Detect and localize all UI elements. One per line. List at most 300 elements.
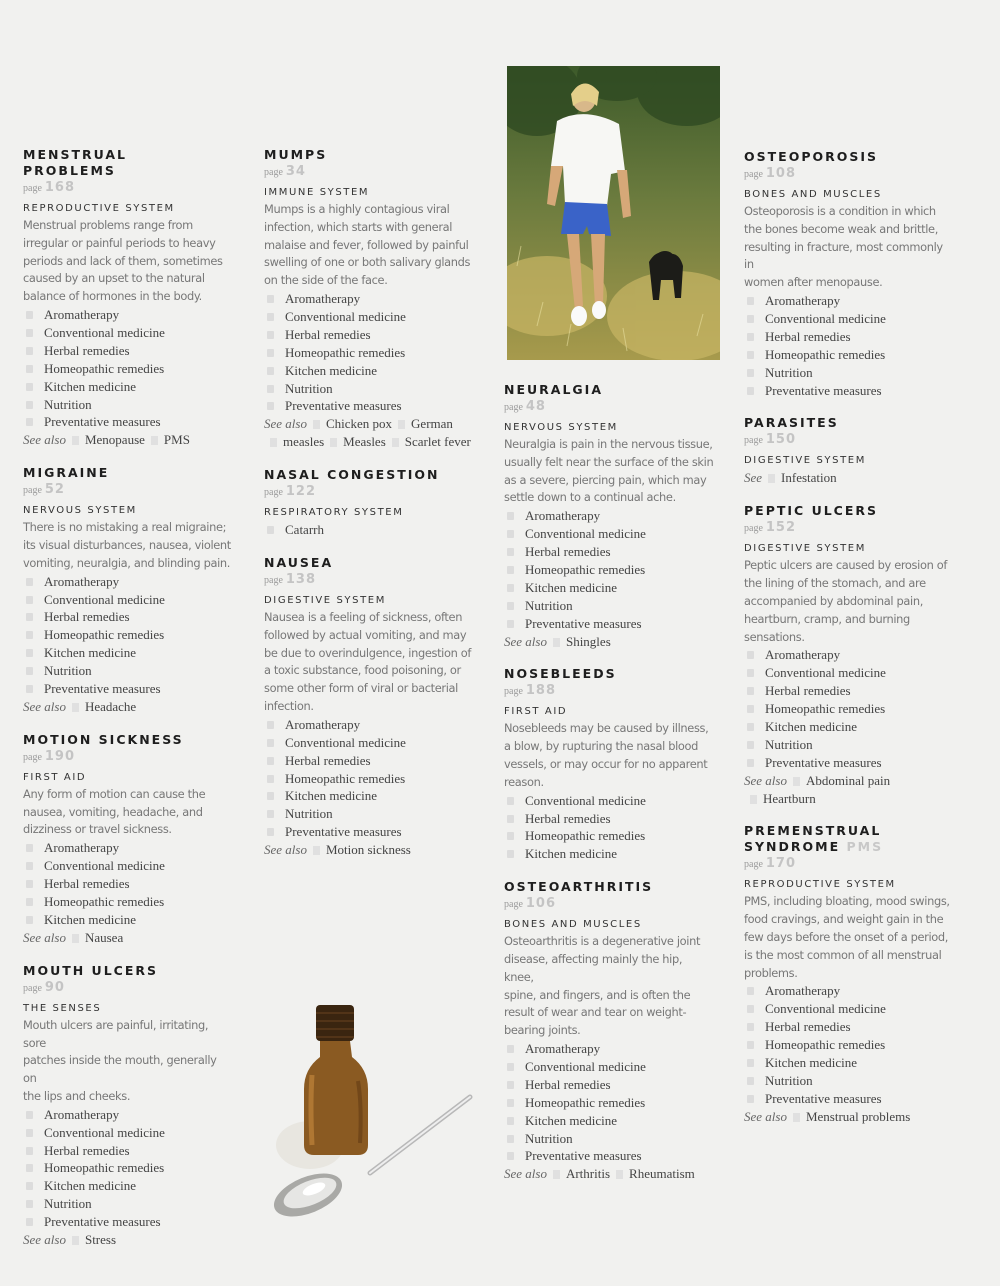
therapy-item[interactable] — [744, 1036, 954, 1054]
body-system-label: DIGESTIVE SYSTEM — [744, 455, 866, 467]
description-line: Osteoarthritis is a degenerative joint — [504, 934, 701, 949]
entry-title-line: PROBLEMS — [23, 163, 116, 178]
therapy-label: Kitchen medicine — [44, 645, 137, 661]
see-also-label: See also — [23, 1232, 66, 1248]
see-also-label: See also — [264, 842, 307, 858]
therapy-item[interactable] — [744, 982, 954, 1000]
therapy-item[interactable] — [744, 310, 954, 328]
square-bullet — [507, 850, 514, 858]
page-number[interactable]: 170 — [765, 856, 797, 872]
therapy-item[interactable] — [23, 1106, 233, 1124]
body-system-label: REPRODUCTIVE SYSTEM — [744, 879, 896, 891]
therapy-item[interactable] — [744, 736, 954, 754]
therapy-item[interactable] — [504, 1076, 714, 1094]
description-line: a blow, by rupturing the nasal blood — [504, 739, 699, 754]
page-number[interactable]: 150 — [765, 432, 797, 448]
therapy-item[interactable] — [504, 543, 714, 561]
therapy-item[interactable] — [264, 787, 474, 805]
entry-title — [504, 382, 714, 398]
therapy-item[interactable] — [504, 1094, 714, 1112]
therapy-item[interactable] — [504, 1112, 714, 1130]
entry-title-line: SYNDROME — [744, 839, 841, 855]
separator-square — [392, 438, 399, 447]
description-line: Any form of motion can cause the — [23, 786, 206, 801]
index-entry — [504, 879, 714, 1183]
see-also-label: See also — [23, 432, 66, 448]
therapy-item[interactable] — [744, 1018, 954, 1036]
see-also-label: See also — [744, 772, 787, 788]
square-bullet — [747, 741, 754, 749]
therapy-item[interactable] — [504, 810, 714, 828]
entry-title-line: MOUTH ULCERS — [23, 962, 159, 978]
therapy-item[interactable] — [264, 380, 474, 398]
square-bullet — [26, 578, 33, 586]
square-bullet — [26, 898, 33, 906]
therapy-label: Herbal remedies — [44, 1142, 130, 1158]
page-label: page — [744, 523, 763, 535]
therapy-item[interactable] — [23, 591, 233, 609]
description-line: swelling of one or both salivary glands — [264, 255, 471, 270]
entry-title-line: PEPTIC ULCERS — [744, 503, 879, 519]
page-number[interactable]: 34 — [285, 164, 306, 179]
therapy-item[interactable] — [504, 525, 714, 543]
therapy-item[interactable] — [744, 346, 954, 364]
see-also — [504, 1165, 714, 1183]
square-bullet — [26, 1182, 33, 1190]
square-bullet — [267, 810, 274, 818]
square-bullet — [26, 347, 33, 355]
therapy-label: Herbal remedies — [525, 544, 611, 559]
description-line: few days before the onset of a period, — [744, 930, 949, 945]
square-bullet — [267, 792, 274, 800]
body-system-label: THE SENSES — [23, 1002, 102, 1014]
page-number[interactable]: 52 — [44, 482, 65, 498]
entry-title-line: PARASITES — [744, 415, 839, 431]
therapy-item[interactable] — [23, 378, 233, 396]
therapy-label: Preventative measures — [44, 1214, 161, 1230]
description-line: the lips and cheeks. — [23, 1088, 131, 1103]
therapy-label: Aromatherapy — [765, 292, 841, 308]
entry-title — [744, 415, 954, 431]
therapy-item[interactable] — [744, 292, 954, 310]
therapy-item[interactable] — [23, 1213, 233, 1231]
description-line: Mouth ulcers are painful, irritating, sore — [23, 1017, 209, 1050]
see-also-label: See — [744, 470, 763, 486]
therapy-label: Preventative measures — [765, 754, 882, 770]
therapy-item[interactable] — [264, 752, 474, 770]
description-line: irregular or painful periods to heavy — [23, 235, 216, 250]
therapy-item[interactable] — [744, 364, 954, 382]
entry-title-line: NAUSEA — [264, 555, 334, 571]
square-bullet — [26, 667, 33, 675]
therapy-label: Conventional medicine — [525, 792, 646, 808]
therapy-item[interactable] — [23, 573, 233, 591]
therapy-item[interactable] — [744, 646, 954, 664]
therapy-item[interactable] — [744, 1054, 954, 1072]
see-also — [264, 841, 474, 859]
description-line: accompanied by abdominal pain, — [744, 593, 923, 608]
therapy-label: Catarrh — [285, 522, 324, 538]
therapy-label: Herbal remedies — [44, 342, 130, 358]
therapy-item[interactable] — [23, 1177, 233, 1195]
therapy-item[interactable] — [264, 770, 474, 788]
description-line: problems. — [744, 965, 798, 980]
therapy-item[interactable] — [504, 615, 714, 633]
therapy-label: Aromatherapy — [44, 573, 120, 589]
separator-square — [72, 436, 79, 445]
square-bullet — [26, 596, 33, 604]
therapy-list — [504, 1040, 714, 1165]
cross-reference-link[interactable]: PMS — [163, 432, 190, 448]
description-line: sensations. — [744, 629, 805, 644]
therapy-label: Preventative measures — [44, 414, 161, 430]
cross-reference-link[interactable]: Nausea — [84, 929, 124, 945]
square-bullet — [747, 687, 754, 695]
square-bullet — [26, 383, 33, 391]
therapy-item[interactable] — [23, 413, 233, 431]
therapy-item[interactable] — [264, 734, 474, 752]
cross-reference-link[interactable]: Arthritis — [565, 1166, 611, 1182]
body-system-label: IMMUNE SYSTEM — [264, 187, 370, 198]
description-line: Peptic ulcers are caused by erosion of — [744, 558, 947, 573]
therapy-item[interactable] — [744, 1072, 954, 1090]
therapy-item[interactable] — [264, 290, 474, 308]
cross-reference-link[interactable]: Headache — [84, 698, 137, 714]
square-bullet — [26, 401, 33, 409]
see-also — [264, 415, 474, 433]
therapy-item[interactable] — [23, 1124, 233, 1142]
square-bullet — [26, 613, 33, 621]
therapy-item[interactable] — [504, 1147, 714, 1165]
square-bullet — [267, 349, 274, 357]
page-number[interactable]: 106 — [525, 896, 557, 912]
cross-reference-link[interactable]: Rheumatism — [629, 1166, 695, 1182]
therapy-item[interactable] — [23, 626, 233, 644]
therapy-label: Conventional medicine — [285, 308, 406, 324]
index-entry — [23, 465, 233, 716]
square-bullet — [507, 815, 514, 823]
cross-reference-link[interactable]: Menopause — [84, 432, 145, 448]
therapy-item[interactable] — [744, 718, 954, 736]
description-line: Nosebleeds may be caused by illness, — [504, 721, 709, 736]
see-also — [504, 633, 714, 651]
entry-description — [504, 720, 714, 791]
see-also — [23, 431, 233, 449]
description-line: food cravings, and weight gain in the — [744, 912, 944, 927]
entry-title-line: OSTEOPOROSIS — [744, 149, 879, 164]
page-label: page — [23, 982, 42, 994]
therapy-item[interactable] — [23, 875, 233, 893]
therapy-label: Nutrition — [285, 806, 333, 822]
therapy-item[interactable] — [744, 682, 954, 700]
therapy-label: Kitchen medicine — [765, 718, 858, 734]
entry-title-line: MOTION SICKNESS — [23, 731, 184, 747]
entry-description — [504, 436, 714, 507]
page-number[interactable]: 48 — [525, 399, 546, 414]
page-number[interactable]: 190 — [44, 748, 76, 764]
square-bullet — [507, 602, 514, 610]
index-entry — [744, 415, 954, 487]
therapy-item[interactable] — [744, 328, 954, 346]
square-bullet — [26, 329, 33, 337]
index-entry — [744, 823, 954, 1125]
description-line: infection. — [264, 699, 314, 714]
therapy-item[interactable] — [504, 845, 714, 863]
entry-title — [264, 555, 474, 571]
therapy-item[interactable] — [264, 397, 474, 415]
description-line: PMS, including bloating, mood swings, — [744, 894, 950, 909]
separator-square — [793, 777, 800, 786]
page-reference — [23, 179, 233, 197]
square-bullet — [267, 385, 274, 393]
square-bullet — [26, 418, 33, 426]
page-number[interactable]: 138 — [285, 572, 317, 588]
square-bullet — [267, 313, 274, 321]
index-entry — [504, 382, 714, 650]
cross-reference-link[interactable]: Motion sickness — [325, 842, 411, 858]
square-bullet — [26, 1218, 33, 1226]
square-bullet — [26, 365, 33, 373]
cross-reference-link[interactable]: measles — [283, 434, 325, 450]
therapy-item[interactable] — [264, 805, 474, 823]
therapy-list — [23, 1106, 233, 1231]
description-line: disease, affecting mainly the hip, knee, — [504, 952, 683, 984]
therapy-label: Aromatherapy — [44, 1106, 120, 1122]
entry-title-line: OSTEOARTHRITIS — [504, 879, 654, 895]
cross-reference-link[interactable]: Shingles — [565, 633, 611, 649]
description-line: some other form of viral or bacterial — [264, 681, 458, 696]
therapy-item[interactable] — [23, 1195, 233, 1213]
therapy-label: Kitchen medicine — [525, 579, 618, 595]
therapy-item[interactable] — [504, 597, 714, 615]
body-system-label: DIGESTIVE SYSTEM — [264, 595, 386, 607]
therapy-label: Homeopathic remedies — [525, 561, 646, 577]
therapy-item[interactable] — [23, 608, 233, 626]
therapy-item[interactable] — [264, 716, 474, 734]
see-also — [23, 698, 233, 716]
therapy-item[interactable] — [744, 754, 954, 772]
cross-reference-link[interactable]: German — [411, 416, 453, 432]
therapy-item[interactable] — [23, 396, 233, 414]
description-line: malaise and fever, followed by painful — [264, 237, 469, 252]
page-number[interactable]: 90 — [44, 979, 65, 995]
therapy-label: Herbal remedies — [765, 683, 851, 699]
square-bullet — [267, 721, 274, 729]
square-bullet — [26, 1111, 33, 1119]
therapy-item[interactable] — [264, 326, 474, 344]
therapy-label: Herbal remedies — [765, 1019, 851, 1035]
entry-title — [23, 465, 233, 481]
therapy-item[interactable] — [504, 1058, 714, 1076]
square-bullet — [507, 548, 514, 556]
description-line: Nausea is a feeling of sickness, often — [264, 610, 463, 625]
page-reference — [264, 571, 474, 589]
separator-square — [553, 1170, 560, 1179]
body-system-label: FIRST AID — [504, 706, 568, 718]
therapy-item[interactable] — [264, 362, 474, 380]
square-bullet — [26, 685, 33, 693]
therapy-item[interactable] — [504, 507, 714, 525]
description-line: heartburn, cramp, and burning — [744, 611, 910, 626]
therapy-label: Nutrition — [765, 736, 813, 752]
description-line: Menstrual problems range from — [23, 218, 193, 232]
description-line: Osteoporosis is a condition in which — [744, 204, 936, 218]
therapy-item[interactable] — [23, 306, 233, 324]
square-bullet — [26, 649, 33, 657]
therapy-item[interactable] — [744, 700, 954, 718]
therapy-label: Homeopathic remedies — [44, 1160, 165, 1176]
separator-square — [72, 703, 79, 712]
therapy-item[interactable] — [744, 382, 954, 400]
square-bullet — [747, 333, 754, 341]
therapy-item[interactable] — [264, 823, 474, 841]
entry-description — [264, 609, 474, 716]
description-line: patches inside the mouth, generally on — [23, 1053, 217, 1086]
therapy-label: Kitchen medicine — [285, 788, 378, 804]
therapy-label: Homeopathic remedies — [525, 1094, 646, 1110]
description-line: There is no mistaking a real migraine; — [23, 520, 227, 535]
therapy-label: Homeopathic remedies — [44, 893, 165, 909]
therapy-list — [744, 982, 954, 1107]
cross-reference-link[interactable]: Infestation — [781, 470, 837, 486]
description-line: Neuralgia is pain in the nervous tissue, — [504, 437, 713, 451]
walking-woman-photo — [507, 66, 720, 360]
therapy-item[interactable] — [23, 911, 233, 929]
page-reference — [744, 165, 954, 183]
therapy-item[interactable] — [23, 893, 233, 911]
therapy-item[interactable] — [23, 342, 233, 360]
entry-title-abbreviation: PMS — [846, 839, 884, 855]
therapy-label: Aromatherapy — [44, 306, 120, 322]
therapy-item[interactable] — [504, 1130, 714, 1148]
cross-reference-link[interactable]: Abdominal pain — [805, 772, 891, 788]
separator-square — [72, 934, 79, 943]
entry-description — [23, 519, 233, 572]
see-also-label: See also — [264, 416, 307, 432]
page-number[interactable]: 122 — [285, 484, 317, 500]
therapy-item[interactable] — [504, 827, 714, 845]
square-bullet — [747, 1077, 754, 1085]
see-also — [23, 1231, 233, 1249]
separator-square — [398, 420, 405, 429]
therapy-item[interactable] — [23, 857, 233, 875]
therapy-label: Nutrition — [44, 663, 92, 679]
therapy-item[interactable] — [23, 839, 233, 857]
therapy-item[interactable] — [744, 664, 954, 682]
therapy-label: Homeopathic remedies — [44, 360, 165, 376]
therapy-item[interactable] — [744, 1090, 954, 1108]
therapy-label: Conventional medicine — [44, 591, 165, 607]
therapy-item[interactable] — [504, 792, 714, 810]
description-line: a toxic substance, food poisoning, or — [264, 663, 461, 678]
page-number[interactable]: 152 — [765, 520, 797, 536]
square-bullet — [747, 1041, 754, 1049]
cross-reference-link[interactable]: Stress — [84, 1232, 117, 1248]
square-bullet — [507, 620, 514, 628]
square-bullet — [507, 512, 514, 520]
page-reference — [23, 748, 233, 766]
therapy-label: Preventative measures — [765, 382, 882, 398]
page-number[interactable]: 168 — [44, 180, 76, 195]
square-bullet — [267, 526, 274, 534]
therapy-item[interactable] — [504, 579, 714, 597]
square-bullet — [507, 1135, 514, 1143]
therapy-label: Aromatherapy — [525, 508, 601, 524]
therapy-item[interactable] — [504, 1040, 714, 1058]
description-line: settle down to a continual ache. — [504, 490, 676, 505]
column-1 — [23, 147, 233, 1265]
entry-title-line: MENSTRUAL — [23, 147, 127, 162]
therapy-label: Herbal remedies — [44, 609, 130, 625]
therapy-item[interactable] — [23, 360, 233, 378]
description-line: bearing joints. — [504, 1023, 581, 1038]
description-line: its visual disturbances, nausea, violent — [23, 538, 231, 553]
page-label: page — [504, 686, 523, 698]
therapy-item[interactable] — [23, 1142, 233, 1160]
square-bullet — [747, 351, 754, 359]
entry-description — [23, 1017, 233, 1106]
therapy-label: Homeopathic remedies — [765, 1037, 886, 1053]
square-bullet — [267, 775, 274, 783]
therapy-label: Conventional medicine — [765, 1001, 886, 1017]
therapy-list — [264, 716, 474, 841]
body-system-label: FIRST AID — [23, 771, 87, 783]
cross-reference-link[interactable]: Chicken pox — [325, 416, 393, 432]
square-bullet — [26, 1200, 33, 1208]
therapy-item[interactable] — [23, 644, 233, 662]
square-bullet — [747, 987, 754, 995]
therapy-list — [264, 521, 474, 539]
therapy-item[interactable] — [744, 1000, 954, 1018]
body-system-label: REPRODUCTIVE SYSTEM — [23, 203, 175, 214]
therapy-item[interactable] — [23, 324, 233, 342]
therapy-item[interactable] — [23, 680, 233, 698]
see-reference — [744, 469, 954, 487]
therapy-item[interactable] — [264, 308, 474, 326]
square-bullet — [507, 1152, 514, 1160]
therapy-label: Preventative measures — [525, 615, 642, 631]
therapy-label: Nutrition — [285, 380, 333, 396]
square-bullet — [267, 367, 274, 375]
separator-square — [313, 420, 320, 429]
body-system-label: RESPIRATORY SYSTEM — [264, 507, 404, 519]
therapy-label: Aromatherapy — [525, 1041, 601, 1057]
page-number[interactable]: 188 — [525, 683, 557, 699]
body-system-label: DIGESTIVE SYSTEM — [744, 543, 866, 555]
therapy-list — [23, 573, 233, 698]
therapy-label: Homeopathic remedies — [525, 828, 646, 844]
entry-description — [744, 203, 954, 292]
therapy-label: Kitchen medicine — [765, 1055, 858, 1071]
body-system-label: NERVOUS SYSTEM — [504, 422, 618, 433]
cross-reference-link[interactable]: Menstrual problems — [805, 1108, 911, 1124]
medicine-bottle-spoon-photo — [270, 1005, 480, 1220]
index-entry — [23, 147, 233, 449]
therapy-item[interactable] — [504, 561, 714, 579]
page-number[interactable]: 108 — [765, 166, 797, 181]
square-bullet — [267, 828, 274, 836]
index-entry — [744, 149, 954, 399]
therapy-item[interactable] — [264, 344, 474, 362]
page-label: page — [264, 575, 283, 587]
entry-title-line: PREMENSTRUAL — [744, 823, 882, 839]
cross-reference-link[interactable]: Measles — [343, 434, 386, 450]
therapy-item[interactable] — [23, 662, 233, 680]
therapy-item[interactable] — [264, 521, 474, 539]
therapy-item[interactable] — [23, 1159, 233, 1177]
cross-reference-link[interactable]: Heartburn — [763, 790, 816, 806]
cross-reference-link[interactable]: Scarlet fever — [404, 434, 471, 450]
